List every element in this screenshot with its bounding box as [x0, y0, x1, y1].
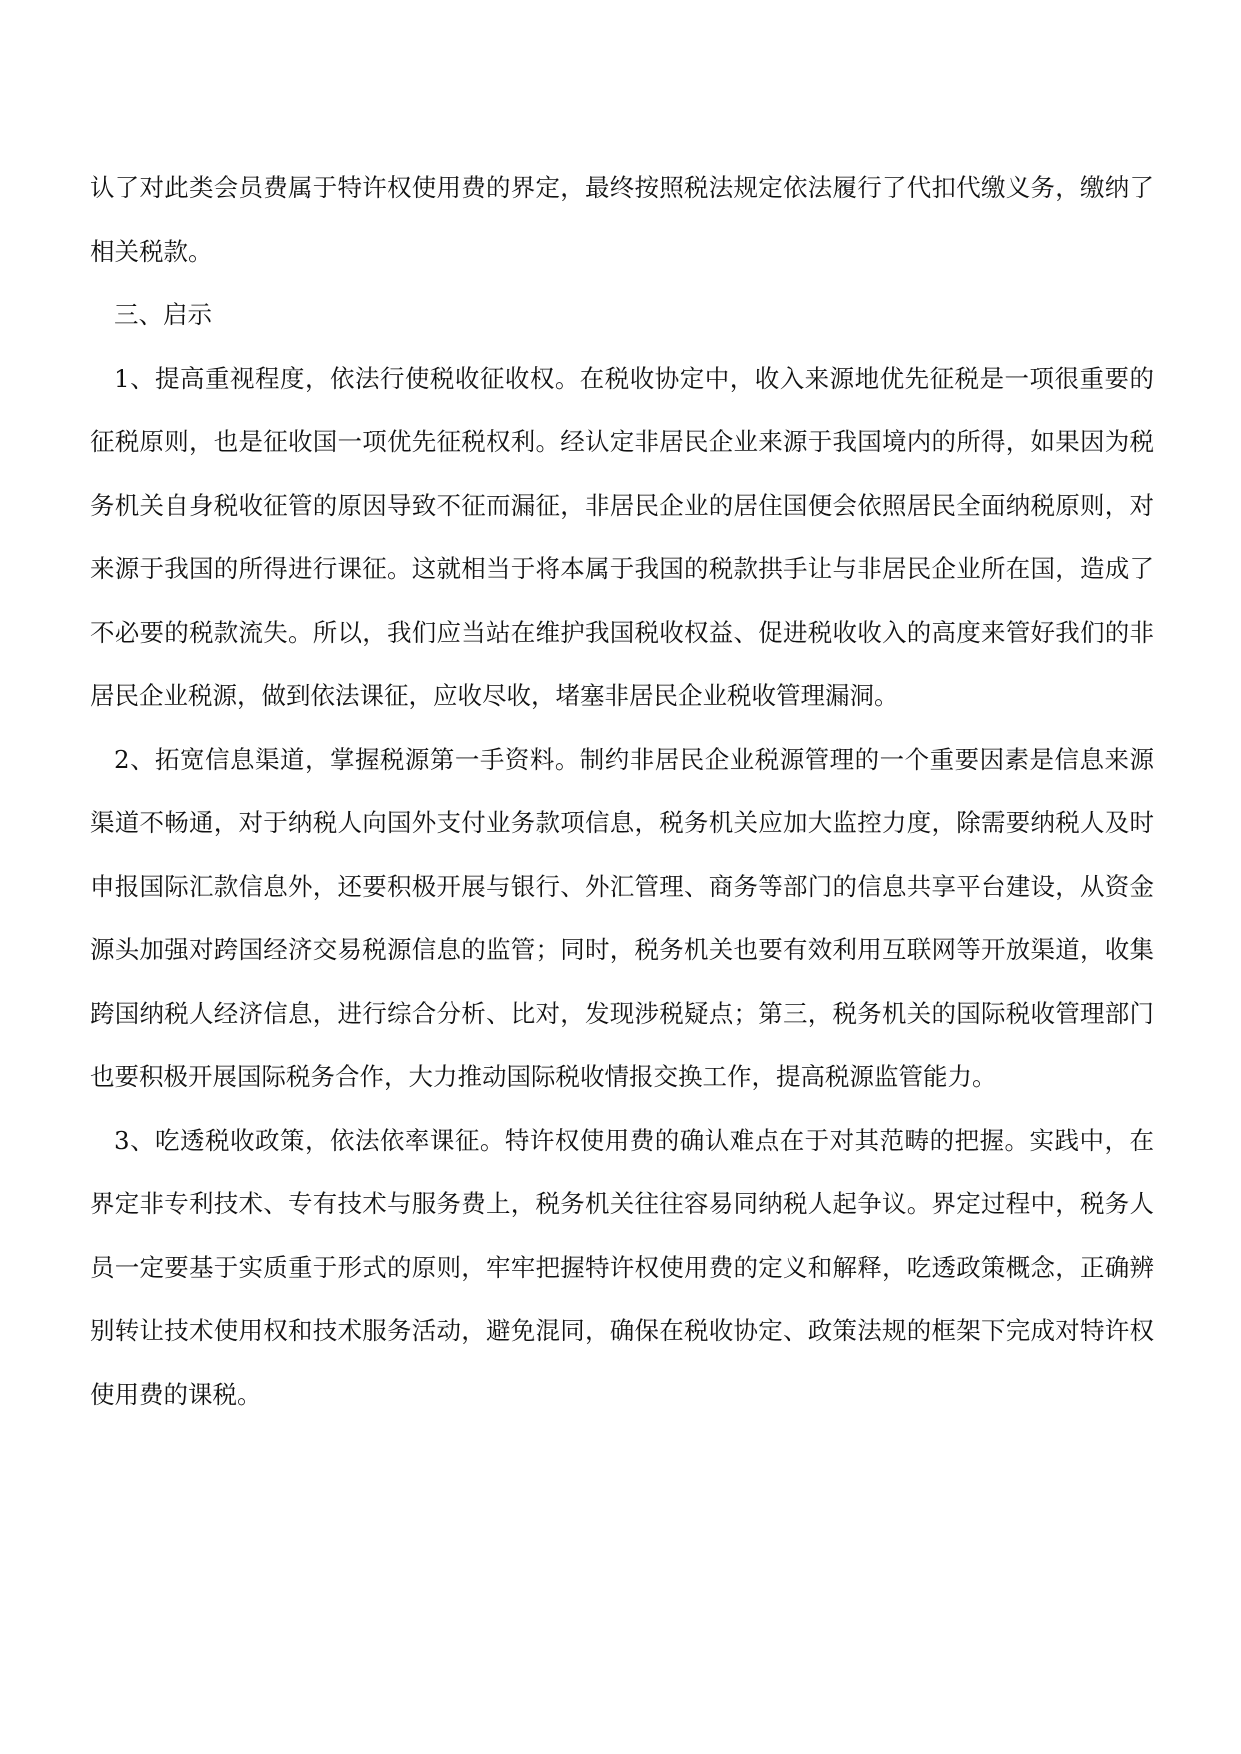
paragraph-point-1: 1、提高重视程度，依法行使税收征收权。在税收协定中，收入来源地优先征税是一项很重要的征税原则，也是征收国一项优先征税权利。经认定非居民企业来源于我国境内的所得，如果因为税务机关自身税收征管的原因导致不征而漏征，非居民企业的居住国便会依照居民全面纳税原则，对来源于我国的所得进行课征。这就相当于将本属于我国的税款拱手让与非居民企业所在国，造成了不必要的税款流失。所以，我们应当站在维护我国税收权益、促进税收收入的高度来管好我们的非居民企业税源，做到依法课征，应收尽收，堵塞非居民企业税收管理漏洞。 [90, 363, 1154, 710]
paragraph-continuation: 认了对此类会员费属于特许权使用费的界定，最终按照税法规定依法履行了代扣代缴义务，缴纳了相关税款。 [90, 173, 1154, 266]
paragraph-point-2: 2、拓宽信息渠道，掌握税源第一手资料。制约非居民企业税源管理的一个重要因素是信息来源渠道不畅通，对于纳税人向国外支付业务款项信息，税务机关应加大监控力度，除需要纳税人及时申报国际汇款信息外，还要积极开展与银行、外汇管理、商务等部门的信息共享平台建设，从资金源头加强对跨国经济交易税源信息的监管；同时，税务机关也要有效利用互联网等开放渠道，收集跨国纳税人经济信息，进行综合分析、比对，发现涉税疑点；第三，税务机关的国际税收管理部门也要积极开展国际税务合作，大力推动国际税收情报交换工作，提高税源监管能力。 [90, 744, 1154, 1091]
paragraph-point-3: 3、吃透税收政策，依法依率课征。特许权使用费的确认难点在于对其范畴的把握。实践中，在界定非专利技术、专有技术与服务费上，税务机关往往容易同纳税人起争议。界定过程中，税务人员一定要基于实质重于形式的原则，牢牢把握特许权使用费的定义和解释，吃透政策概念，正确辨别转让技术使用权和技术服务活动，避免混同，确保在税收协定、政策法规的框架下完成对特许权使用费的课税。 [90, 1125, 1154, 1409]
section-heading: 三、启示 [114, 300, 212, 329]
document-body [90, 156, 1154, 1426]
